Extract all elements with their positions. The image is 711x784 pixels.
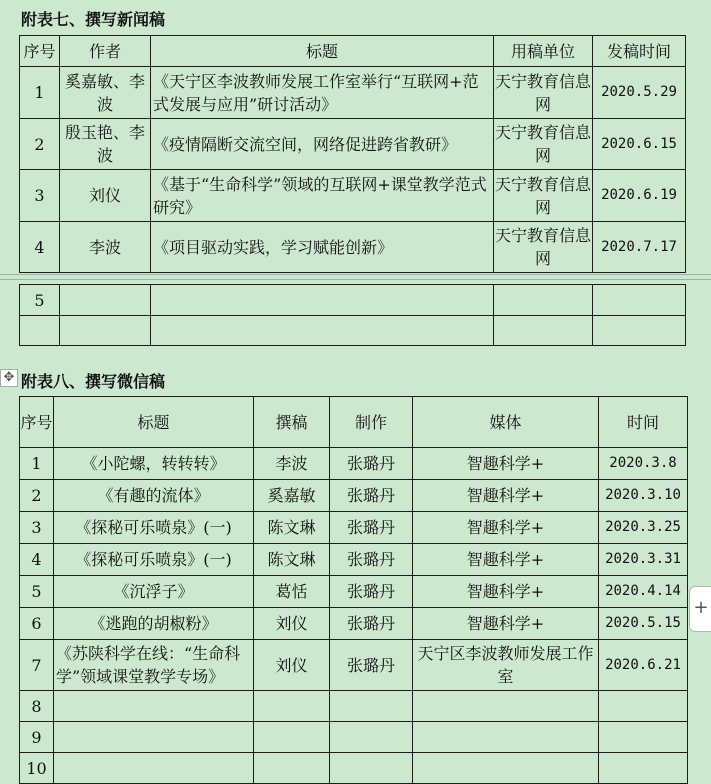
header-cell: 序号 (20, 397, 54, 448)
header-cell: 标题 (151, 36, 494, 67)
date-cell[interactable] (599, 691, 688, 722)
author-cell[interactable]: 刘仪 (60, 170, 151, 222)
page-break-line (0, 274, 711, 275)
row-number[interactable]: 5 (20, 285, 60, 316)
title-cell[interactable] (54, 753, 254, 784)
media-cell[interactable]: 智趣科学+ (413, 480, 599, 512)
title-cell[interactable]: 《项目驱动实践，学习赋能创新》 (151, 222, 494, 273)
maker-cell[interactable] (330, 753, 413, 784)
table-row (20, 753, 688, 784)
title-cell[interactable] (151, 316, 494, 346)
table-row (20, 448, 688, 480)
add-row-plus-icon[interactable]: + (689, 586, 711, 632)
header-cell: 作者 (60, 36, 151, 67)
media-cell[interactable]: 智趣科学+ (413, 544, 599, 576)
author-cell[interactable]: 殷玉艳、李波 (60, 119, 151, 170)
media-cell[interactable] (413, 753, 599, 784)
table-row (20, 512, 688, 544)
title-cell[interactable] (151, 285, 494, 316)
date-cell[interactable]: 2020.5.29 (593, 67, 686, 119)
unit-cell[interactable] (494, 316, 593, 346)
author-cell[interactable] (60, 316, 151, 346)
table-row (20, 316, 686, 346)
table-row (20, 640, 688, 691)
date-cell[interactable]: 2020.6.15 (593, 119, 686, 170)
row-number[interactable]: 9 (20, 722, 54, 753)
date-cell[interactable] (593, 316, 686, 346)
title-cell[interactable]: 《探秘可乐喷泉》(一) (54, 512, 254, 544)
news-table-title: 附表七、撰写新闻稿 (21, 10, 166, 29)
writer-cell[interactable]: 刘仪 (254, 608, 330, 640)
maker-cell[interactable] (330, 691, 413, 722)
maker-cell[interactable]: 张璐丹 (330, 576, 413, 608)
header-cell: 序号 (20, 36, 60, 67)
title-cell[interactable] (54, 722, 254, 753)
title-cell[interactable]: 《基于“生命科学”领域的互联网+课堂教学范式研究》 (151, 170, 494, 222)
table-row (20, 576, 688, 608)
table-row (20, 119, 686, 170)
table-row (20, 480, 688, 512)
maker-cell[interactable]: 张璐丹 (330, 512, 413, 544)
row-number[interactable]: 8 (20, 691, 54, 722)
table-move-handle-icon[interactable]: ✥ (0, 369, 18, 387)
maker-cell[interactable]: 张璐丹 (330, 448, 413, 480)
maker-cell[interactable]: 张璐丹 (330, 640, 413, 691)
title-cell[interactable]: 《疫情隔断交流空间，网络促进跨省教研》 (151, 119, 494, 170)
media-cell[interactable] (413, 722, 599, 753)
title-cell[interactable]: 《探秘可乐喷泉》(一) (54, 544, 254, 576)
date-cell[interactable]: 2020.3.8 (599, 448, 688, 480)
title-cell[interactable]: 《有趣的流体》 (54, 480, 254, 512)
media-cell[interactable]: 智趣科学+ (413, 512, 599, 544)
news-header-row (20, 36, 686, 67)
title-cell[interactable]: 《小陀螺，转转转》 (54, 448, 254, 480)
row-number[interactable]: 3 (20, 512, 54, 544)
unit-cell[interactable] (494, 285, 593, 316)
row-number[interactable]: 2 (20, 480, 54, 512)
news-table (19, 35, 686, 273)
maker-cell[interactable] (330, 722, 413, 753)
writer-cell[interactable]: 葛恬 (254, 576, 330, 608)
maker-cell[interactable]: 张璐丹 (330, 608, 413, 640)
date-cell[interactable] (593, 285, 686, 316)
table-row (20, 691, 688, 722)
header-cell: 撰稿 (254, 397, 330, 448)
wechat-table (19, 396, 688, 784)
page-break-line (0, 279, 711, 280)
maker-cell[interactable]: 张璐丹 (330, 480, 413, 512)
title-cell[interactable]: 《苏陕科学在线：“生命科学”领域课堂教学专场》 (54, 640, 254, 691)
media-cell[interactable]: 智趣科学+ (413, 576, 599, 608)
row-number[interactable] (20, 316, 60, 346)
author-cell[interactable]: 李波 (60, 222, 151, 273)
table-row (20, 608, 688, 640)
date-cell[interactable]: 2020.3.10 (599, 480, 688, 512)
writer-cell[interactable]: 刘仪 (254, 640, 330, 691)
unit-cell[interactable]: 天宁教育信息网 (494, 67, 593, 119)
news-table-continued (19, 284, 686, 346)
writer-cell[interactable]: 李波 (254, 448, 330, 480)
row-number[interactable]: 5 (20, 576, 54, 608)
title-cell[interactable]: 《沉浮子》 (54, 576, 254, 608)
row-number[interactable]: 7 (20, 640, 54, 691)
table-row (20, 722, 688, 753)
writer-cell[interactable]: 陈文琳 (254, 544, 330, 576)
media-cell[interactable]: 智趣科学+ (413, 448, 599, 480)
author-cell[interactable] (60, 285, 151, 316)
wechat-table-title: 附表八、撰写微信稿 (21, 372, 166, 391)
media-cell[interactable]: 智趣科学+ (413, 608, 599, 640)
title-cell[interactable]: 《天宁区李波教师发展工作室举行“互联网+范式发展与应用”研讨活动》 (151, 67, 494, 119)
row-number[interactable]: 10 (20, 753, 54, 784)
unit-cell[interactable]: 天宁教育信息网 (494, 222, 593, 273)
writer-cell[interactable] (254, 722, 330, 753)
row-number[interactable]: 4 (20, 544, 54, 576)
header-cell: 标题 (54, 397, 254, 448)
table-row (20, 67, 686, 119)
date-cell[interactable] (599, 722, 688, 753)
author-cell[interactable]: 奚嘉敏、李波 (60, 67, 151, 119)
row-number[interactable]: 1 (20, 448, 54, 480)
date-cell[interactable]: 2020.6.19 (593, 170, 686, 222)
date-cell[interactable]: 2020.3.31 (599, 544, 688, 576)
header-cell: 时间 (599, 397, 688, 448)
media-cell[interactable] (413, 691, 599, 722)
table-row (20, 170, 686, 222)
header-cell: 用稿单位 (494, 36, 593, 67)
title-cell[interactable]: 《逃跑的胡椒粉》 (54, 608, 254, 640)
header-cell: 制作 (330, 397, 413, 448)
date-cell[interactable]: 2020.3.25 (599, 512, 688, 544)
date-cell[interactable]: 2020.6.21 (599, 640, 688, 691)
maker-cell[interactable]: 张璐丹 (330, 544, 413, 576)
writer-cell[interactable]: 陈文琳 (254, 512, 330, 544)
title-cell[interactable] (54, 691, 254, 722)
table-row (20, 222, 686, 273)
row-number[interactable]: 4 (20, 222, 60, 273)
header-cell: 媒体 (413, 397, 599, 448)
writer-cell[interactable] (254, 753, 330, 784)
row-number[interactable]: 1 (20, 67, 60, 119)
date-cell[interactable]: 2020.4.14 (599, 576, 688, 608)
date-cell[interactable]: 2020.7.17 (593, 222, 686, 273)
row-number[interactable]: 6 (20, 608, 54, 640)
row-number[interactable]: 3 (20, 170, 60, 222)
table-row (20, 544, 688, 576)
date-cell[interactable] (599, 753, 688, 784)
unit-cell[interactable]: 天宁教育信息网 (494, 119, 593, 170)
media-cell[interactable]: 天宁区李波教师发展工作室 (413, 640, 599, 691)
writer-cell[interactable] (254, 691, 330, 722)
writer-cell[interactable]: 奚嘉敏 (254, 480, 330, 512)
header-cell: 发稿时间 (593, 36, 686, 67)
date-cell[interactable]: 2020.5.15 (599, 608, 688, 640)
row-number[interactable]: 2 (20, 119, 60, 170)
wechat-header-row (20, 397, 688, 448)
unit-cell[interactable]: 天宁教育信息网 (494, 170, 593, 222)
table-row (20, 285, 686, 316)
